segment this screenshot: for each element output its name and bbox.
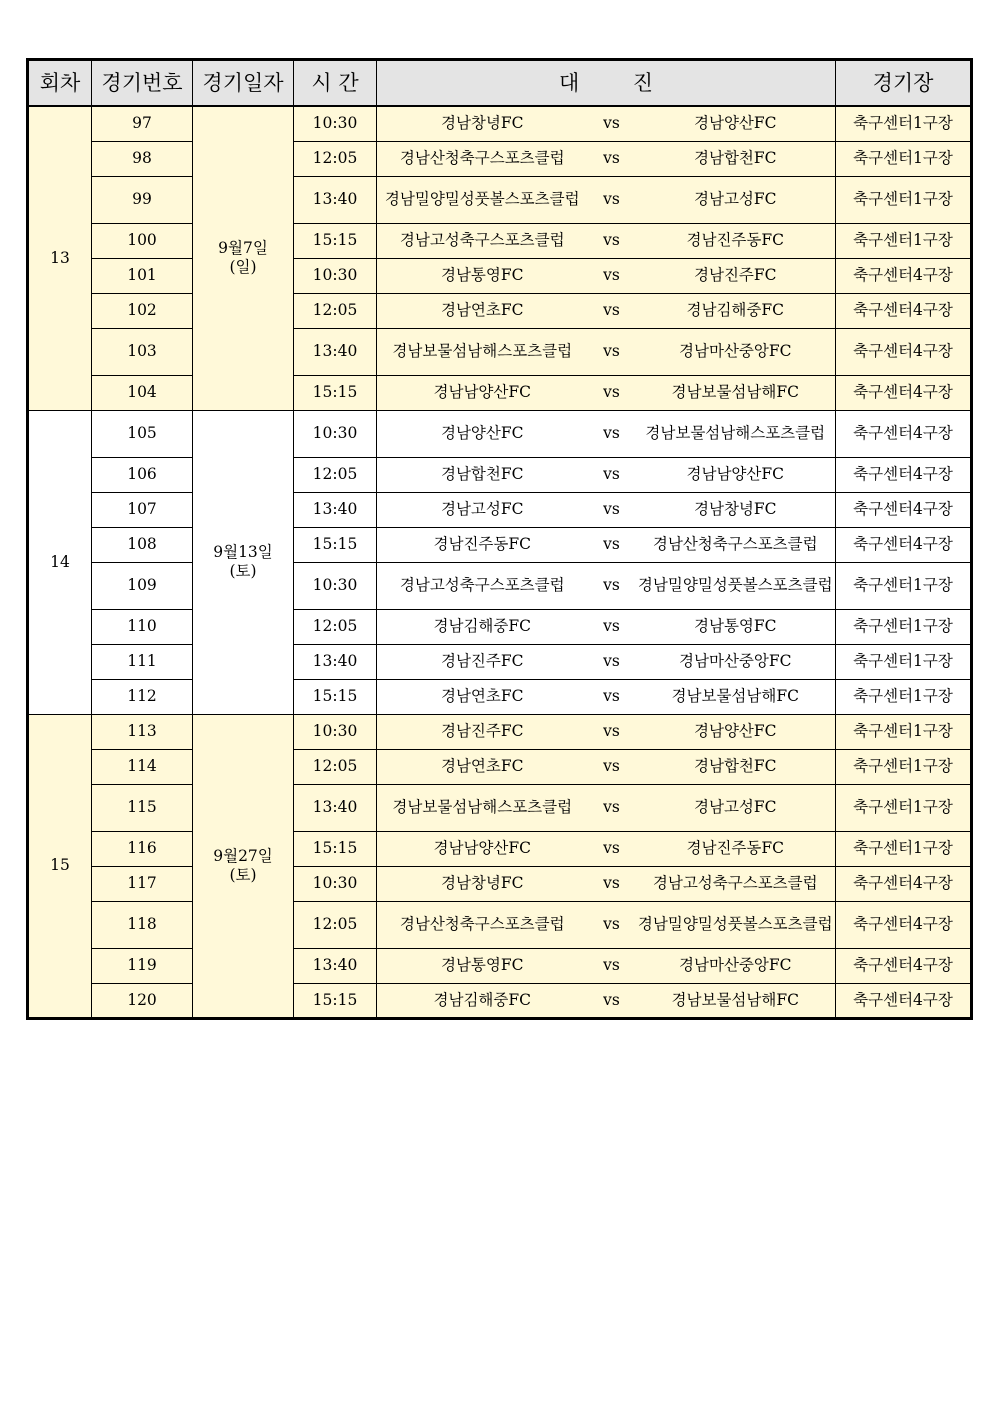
- match-no: 115: [92, 784, 193, 831]
- away-team: 경남마산중앙FC: [636, 948, 836, 983]
- match-time: 13:40: [294, 176, 377, 223]
- vs-label: vs: [588, 983, 636, 1018]
- match-no: 98: [92, 141, 193, 176]
- match-no: 103: [92, 328, 193, 375]
- match-no: 112: [92, 679, 193, 714]
- away-team: 경남고성FC: [636, 784, 836, 831]
- away-team: 경남마산중앙FC: [636, 644, 836, 679]
- vs-label: vs: [588, 749, 636, 784]
- table-row: [28, 258, 972, 293]
- home-team: 경남보물섬남해스포츠클럽: [377, 328, 588, 375]
- vs-label: vs: [588, 457, 636, 492]
- vs-label: vs: [588, 410, 636, 457]
- header-row: [28, 60, 972, 107]
- header-match-no: 경기번호: [92, 60, 193, 107]
- round-cell: 14: [28, 410, 92, 714]
- home-team: 경남연초FC: [377, 749, 588, 784]
- home-team: 경남연초FC: [377, 293, 588, 328]
- header-matchup: 대 진: [377, 60, 836, 107]
- away-team: 경남진주동FC: [636, 831, 836, 866]
- match-time: 13:40: [294, 948, 377, 983]
- away-team: 경남창녕FC: [636, 492, 836, 527]
- venue: 축구센터1구장: [836, 562, 972, 609]
- round-cell: 15: [28, 714, 92, 1018]
- date-cell: [193, 106, 294, 410]
- vs-label: vs: [588, 562, 636, 609]
- date-line2: (토): [229, 562, 257, 580]
- table-row: [28, 176, 972, 223]
- away-team: 경남합천FC: [636, 141, 836, 176]
- match-time: 12:05: [294, 457, 377, 492]
- home-team: 경남진주동FC: [377, 527, 588, 562]
- match-time: 10:30: [294, 562, 377, 609]
- table-row: [28, 866, 972, 901]
- table-row: [28, 983, 972, 1018]
- away-team: 경남남양산FC: [636, 457, 836, 492]
- match-time: 12:05: [294, 141, 377, 176]
- table-row: [28, 831, 972, 866]
- away-team: 경남양산FC: [636, 714, 836, 749]
- table-row: [28, 714, 972, 749]
- away-team: 경남김해중FC: [636, 293, 836, 328]
- vs-label: vs: [588, 176, 636, 223]
- vs-label: vs: [588, 492, 636, 527]
- home-team: 경남통영FC: [377, 258, 588, 293]
- vs-label: vs: [588, 831, 636, 866]
- match-no: 114: [92, 749, 193, 784]
- venue: 축구센터1구장: [836, 784, 972, 831]
- vs-label: vs: [588, 866, 636, 901]
- match-no: 110: [92, 609, 193, 644]
- away-team: 경남보물섬남해FC: [636, 375, 836, 410]
- table-row: [28, 527, 972, 562]
- match-no: 100: [92, 223, 193, 258]
- match-time: 15:15: [294, 679, 377, 714]
- vs-label: vs: [588, 901, 636, 948]
- match-time: 13:40: [294, 784, 377, 831]
- home-team: 경남양산FC: [377, 410, 588, 457]
- match-no: 117: [92, 866, 193, 901]
- venue: 축구센터4구장: [836, 866, 972, 901]
- match-no: 111: [92, 644, 193, 679]
- home-team: 경남산청축구스포츠클럽: [377, 901, 588, 948]
- home-team: 경남밀양밀성풋볼스포츠클럽: [377, 176, 588, 223]
- home-team: 경남창녕FC: [377, 106, 588, 141]
- home-team: 경남남양산FC: [377, 831, 588, 866]
- table-row: [28, 644, 972, 679]
- date-cell: [193, 714, 294, 1018]
- venue: 축구센터4구장: [836, 293, 972, 328]
- match-no: 107: [92, 492, 193, 527]
- match-time: 15:15: [294, 831, 377, 866]
- venue: 축구센터4구장: [836, 901, 972, 948]
- match-no: 113: [92, 714, 193, 749]
- away-team: 경남보물섬남해FC: [636, 983, 836, 1018]
- away-team: 경남마산중앙FC: [636, 328, 836, 375]
- home-team: 경남진주FC: [377, 714, 588, 749]
- home-team: 경남김해중FC: [377, 609, 588, 644]
- date-line1: 9월13일: [213, 543, 273, 561]
- home-team: 경남고성축구스포츠클럽: [377, 562, 588, 609]
- match-no: 106: [92, 457, 193, 492]
- match-time: 15:15: [294, 983, 377, 1018]
- away-team: 경남밀양밀성풋볼스포츠클럽: [636, 562, 836, 609]
- date-line2: (일): [229, 258, 257, 277]
- venue: 축구센터4구장: [836, 983, 972, 1018]
- vs-label: vs: [588, 784, 636, 831]
- home-team: 경남연초FC: [377, 679, 588, 714]
- vs-label: vs: [588, 258, 636, 293]
- venue: 축구센터1구장: [836, 141, 972, 176]
- match-no: 102: [92, 293, 193, 328]
- venue: 축구센터4구장: [836, 375, 972, 410]
- table-row: [28, 106, 972, 141]
- match-no: 105: [92, 410, 193, 457]
- away-team: 경남통영FC: [636, 609, 836, 644]
- venue: 축구센터4구장: [836, 527, 972, 562]
- away-team: 경남밀양밀성풋볼스포츠클럽: [636, 901, 836, 948]
- header-round: 회차: [28, 60, 92, 107]
- vs-label: vs: [588, 328, 636, 375]
- away-team: 경남보물섬남해FC: [636, 679, 836, 714]
- header-time: 시 간: [294, 60, 377, 107]
- match-time: 15:15: [294, 375, 377, 410]
- match-no: 104: [92, 375, 193, 410]
- away-team: 경남고성FC: [636, 176, 836, 223]
- match-no: 101: [92, 258, 193, 293]
- table-row: [28, 141, 972, 176]
- vs-label: vs: [588, 679, 636, 714]
- match-no: 109: [92, 562, 193, 609]
- match-time: 10:30: [294, 714, 377, 749]
- vs-label: vs: [588, 223, 636, 258]
- table-row: [28, 410, 972, 457]
- round-cell: 13: [28, 106, 92, 410]
- venue: 축구센터1구장: [836, 609, 972, 644]
- vs-label: vs: [588, 609, 636, 644]
- match-time: 15:15: [294, 223, 377, 258]
- match-no: 118: [92, 901, 193, 948]
- match-time: 13:40: [294, 492, 377, 527]
- away-team: 경남진주동FC: [636, 223, 836, 258]
- table-row: [28, 609, 972, 644]
- venue: 축구센터1구장: [836, 644, 972, 679]
- table-row: [28, 293, 972, 328]
- match-time: 10:30: [294, 410, 377, 457]
- home-team: 경남합천FC: [377, 457, 588, 492]
- date-line1: 9월7일: [218, 239, 268, 258]
- table-row: [28, 375, 972, 410]
- table-row: [28, 457, 972, 492]
- table-row: [28, 562, 972, 609]
- venue: 축구센터4구장: [836, 410, 972, 457]
- home-team: 경남창녕FC: [377, 866, 588, 901]
- venue: 축구센터1구장: [836, 749, 972, 784]
- match-time: 13:40: [294, 328, 377, 375]
- home-team: 경남진주FC: [377, 644, 588, 679]
- table-row: [28, 948, 972, 983]
- venue: 축구센터1구장: [836, 679, 972, 714]
- match-no: 120: [92, 983, 193, 1018]
- vs-label: vs: [588, 141, 636, 176]
- date-cell: [193, 410, 294, 714]
- away-team: 경남산청축구스포츠클럽: [636, 527, 836, 562]
- table-row: [28, 901, 972, 948]
- home-team: 경남김해중FC: [377, 983, 588, 1018]
- away-team: 경남고성축구스포츠클럽: [636, 866, 836, 901]
- venue: 축구센터1구장: [836, 831, 972, 866]
- home-team: 경남보물섬남해스포츠클럽: [377, 784, 588, 831]
- home-team: 경남통영FC: [377, 948, 588, 983]
- venue: 축구센터4구장: [836, 258, 972, 293]
- venue: 축구센터1구장: [836, 176, 972, 223]
- match-no: 97: [92, 106, 193, 141]
- match-time: 15:15: [294, 527, 377, 562]
- away-team: 경남양산FC: [636, 106, 836, 141]
- date-line1: 9월27일: [213, 846, 273, 865]
- match-no: 108: [92, 527, 193, 562]
- match-time: 10:30: [294, 106, 377, 141]
- header-venue: 경기장: [836, 60, 972, 107]
- away-team: 경남진주FC: [636, 258, 836, 293]
- away-team: 경남보물섬남해스포츠클럽: [636, 410, 836, 457]
- table-row: [28, 679, 972, 714]
- match-no: 119: [92, 948, 193, 983]
- venue: 축구센터1구장: [836, 223, 972, 258]
- venue: 축구센터4구장: [836, 328, 972, 375]
- match-time: 10:30: [294, 258, 377, 293]
- schedule-table: [26, 58, 973, 1020]
- venue: 축구센터4구장: [836, 948, 972, 983]
- vs-label: vs: [588, 375, 636, 410]
- table-row: [28, 749, 972, 784]
- vs-label: vs: [588, 644, 636, 679]
- home-team: 경남고성FC: [377, 492, 588, 527]
- vs-label: vs: [588, 714, 636, 749]
- match-time: 12:05: [294, 293, 377, 328]
- venue: 축구센터4구장: [836, 457, 972, 492]
- header-date: 경기일자: [193, 60, 294, 107]
- home-team: 경남고성축구스포츠클럽: [377, 223, 588, 258]
- date-line2: (토): [229, 865, 257, 884]
- match-no: 99: [92, 176, 193, 223]
- match-time: 12:05: [294, 749, 377, 784]
- venue: 축구센터4구장: [836, 492, 972, 527]
- match-time: 10:30: [294, 866, 377, 901]
- vs-label: vs: [588, 948, 636, 983]
- match-time: 12:05: [294, 609, 377, 644]
- match-time: 12:05: [294, 901, 377, 948]
- venue: 축구센터1구장: [836, 106, 972, 141]
- schedule-body: [28, 106, 972, 1018]
- vs-label: vs: [588, 527, 636, 562]
- table-row: [28, 223, 972, 258]
- match-time: 13:40: [294, 644, 377, 679]
- table-row: [28, 328, 972, 375]
- home-team: 경남산청축구스포츠클럽: [377, 141, 588, 176]
- away-team: 경남합천FC: [636, 749, 836, 784]
- match-no: 116: [92, 831, 193, 866]
- table-row: [28, 784, 972, 831]
- table-row: [28, 492, 972, 527]
- vs-label: vs: [588, 293, 636, 328]
- venue: 축구센터1구장: [836, 714, 972, 749]
- home-team: 경남남양산FC: [377, 375, 588, 410]
- vs-label: vs: [588, 106, 636, 141]
